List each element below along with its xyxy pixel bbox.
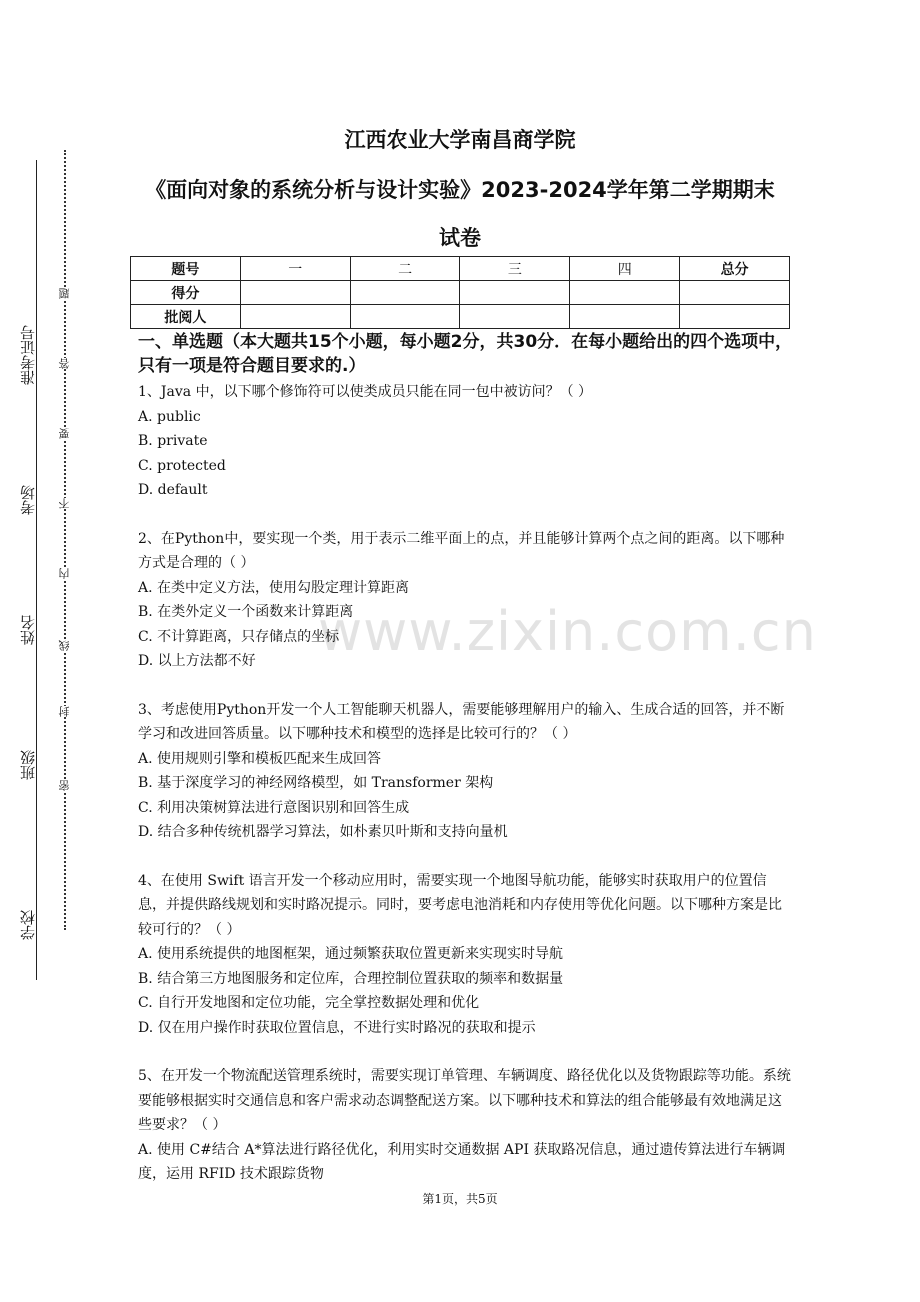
binding-solid-line xyxy=(36,160,37,980)
score-table-header-row xyxy=(131,257,790,281)
score-row xyxy=(131,281,790,305)
option-d: D. 以上方法都不好 xyxy=(138,653,256,669)
option-a: A. public xyxy=(138,408,201,425)
page-footer: 第1页，共5页 xyxy=(422,1192,498,1206)
exam-title-suffix: 试卷 xyxy=(439,226,481,250)
col-header-total: 总分 xyxy=(680,257,790,281)
grader-cell xyxy=(460,305,570,329)
option-b: B. 在类外定义一个函数来计算距离 xyxy=(138,604,354,620)
option-d: D. 仅在用户操作时获取位置信息，不进行实时路况的获取和提示 xyxy=(138,1019,536,1036)
col-header-part-4: 四 xyxy=(570,257,680,281)
option-b: B. 结合第三方地图服务和定位库，合理控制位置获取的频率和数据量 xyxy=(138,970,564,987)
seal-char: 不 xyxy=(58,498,71,509)
col-header-question-number: 题号 xyxy=(131,257,241,281)
question-4 xyxy=(138,869,793,1041)
question-5 xyxy=(138,1064,793,1187)
option-a: A. 使用 C#结合 A*算法进行路径优化，利用实时交通数据 API 获取路况信息，通过遗传算法进行车辆调度，运用 RFID 技术跟踪货物 xyxy=(138,1141,786,1182)
option-c: C. 不计算距离，只存储点的坐标 xyxy=(138,628,340,645)
grader-cell xyxy=(350,305,460,329)
option-b: B. private xyxy=(138,433,208,449)
question-2 xyxy=(138,527,793,674)
score-table xyxy=(130,256,790,329)
question-3 xyxy=(138,698,793,845)
question-stem: 1、Java 中，以下哪个修饰符可以使类成员只能在同一包中被访问？（ ） xyxy=(138,384,593,400)
option-c: C. 自行开发地图和定位功能，完全掌控数据处理和优化 xyxy=(138,995,480,1011)
col-header-part-2: 二 xyxy=(350,257,460,281)
option-a: A. 在类中定义方法，使用勾股定理计算距离 xyxy=(138,579,410,596)
label-admission-number: 准考证号 xyxy=(19,325,37,385)
score-cell xyxy=(680,281,790,305)
score-cell xyxy=(570,281,680,305)
option-d: D. 结合多种传统机器学习算法，如朴素贝叶斯和支持向量机 xyxy=(138,824,508,840)
seal-dotted-line xyxy=(64,150,66,930)
row-label-score: 得分 xyxy=(131,281,241,305)
binding-strip xyxy=(0,140,90,980)
score-cell xyxy=(460,281,570,305)
seal-char: 要 xyxy=(58,428,71,439)
question-stem: 3、考虑使用Python开发一个人工智能聊天机器人，需要能够理解用户的输入、生成合适的回答，并不断学习和改进回答质量。以下哪种技术和模型的选择是比较可行的？（ ） xyxy=(138,701,785,742)
question-stem: 4、在使用 Swift 语言开发一个移动应用时，需要实现一个地图导航功能，能够实时获取用户的位置信息，并提供路线规划和实时路况提示。同时，要考虑电池消耗和内存使用等优化问题。以下哪种方案是比较可行的？（ ） xyxy=(138,872,782,938)
option-d: D. default xyxy=(138,482,208,498)
question-1 xyxy=(138,380,793,503)
label-class: 班级 xyxy=(19,750,37,780)
school-title: 江西农业大学南昌商学院 xyxy=(344,128,576,152)
seal-char: 密 xyxy=(58,780,71,791)
option-a: A. 使用规则引擎和模板匹配来生成回答 xyxy=(138,750,382,767)
col-header-part-3: 三 xyxy=(460,257,570,281)
grader-cell xyxy=(680,305,790,329)
exam-title: 《面向对象的系统分析与设计实验》2023-2024学年第二学期期末 xyxy=(145,178,775,202)
row-label-grader: 批阅人 xyxy=(131,305,241,329)
seal-char: 题 xyxy=(58,288,71,299)
score-cell xyxy=(350,281,460,305)
question-stem: 2、在Python中，要实现一个类，用于表示二维平面上的点，并且能够计算两个点之间的距离。以下哪种方式是合理的（ ） xyxy=(138,530,785,571)
watermark: www.zixin.com.cn xyxy=(318,600,817,663)
option-c: C. 利用决策树算法进行意图识别和回答生成 xyxy=(138,799,410,816)
seal-char: 线 xyxy=(58,640,71,651)
label-name: 姓名 xyxy=(19,615,37,645)
option-b: B. 基于深度学习的神经网络模型，如 Transformer 架构 xyxy=(138,775,494,791)
seal-char: 答 xyxy=(58,358,71,369)
option-a: A. 使用系统提供的地图框架，通过频繁获取位置更新来实现实时导航 xyxy=(138,946,564,962)
seal-char: 封 xyxy=(58,706,71,717)
exam-content xyxy=(138,330,793,1187)
grader-cell xyxy=(570,305,680,329)
score-cell xyxy=(240,281,350,305)
label-school: 学校 xyxy=(19,910,37,940)
question-stem: 5、在开发一个物流配送管理系统时，需要实现订单管理、车辆调度、路径优化以及货物跟踪等功能。系统要能够根据实时交通信息和客户需求动态调整配送方案。以下哪种技术和算法的组合能够最有效地满足这些要求？（ ） xyxy=(138,1068,791,1133)
option-c: C. protected xyxy=(138,457,226,474)
section-heading: 一、单选题（本大题共15个小题，每小题2分，共30分．在每小题给出的四个选项中，只有一项是符合题目要求的.） xyxy=(138,332,793,376)
grader-cell xyxy=(240,305,350,329)
label-exam-room: 考场 xyxy=(19,485,37,515)
seal-char: 内 xyxy=(58,568,71,579)
grader-row xyxy=(131,305,790,329)
col-header-part-1: 一 xyxy=(240,257,350,281)
